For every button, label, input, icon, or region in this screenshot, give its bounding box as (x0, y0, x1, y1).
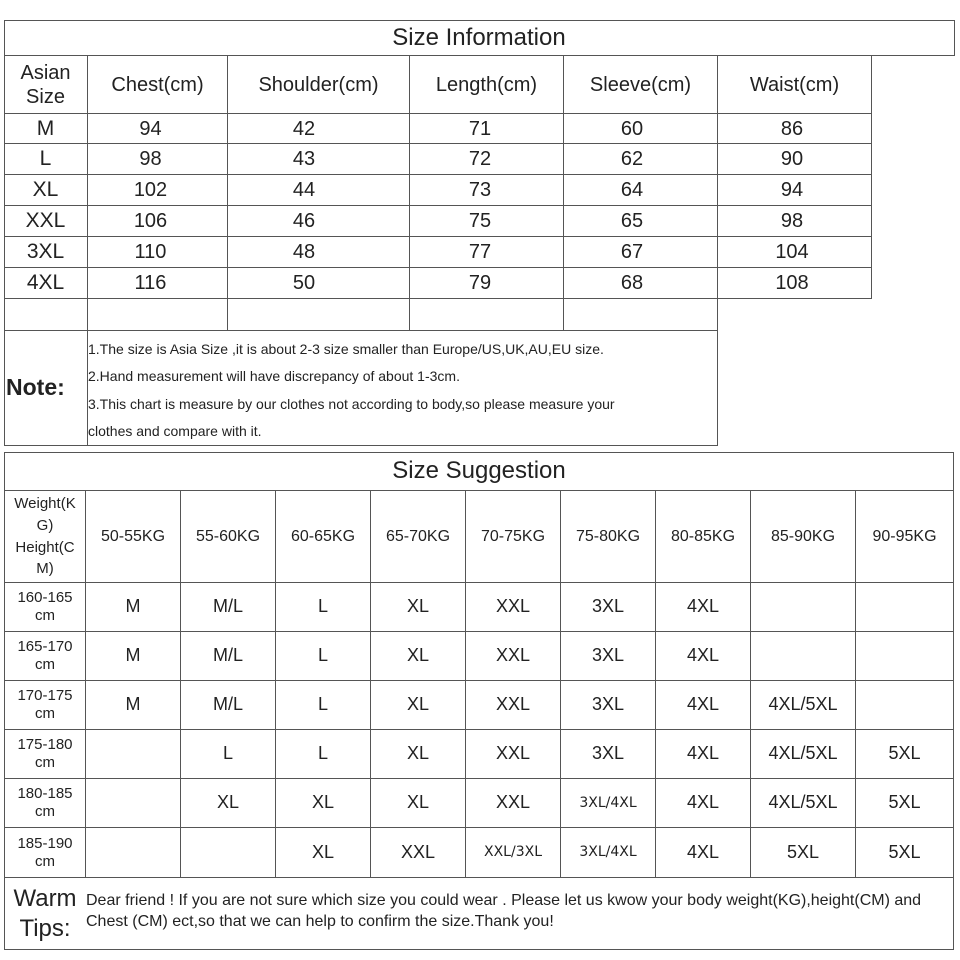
weight-header: 85-90KG (770, 527, 836, 545)
length-value: 73 (468, 179, 492, 201)
size-cell: 5XL (888, 743, 921, 764)
size-cell: 3XL/4XL (579, 794, 637, 811)
size-cell: XL (406, 792, 430, 813)
size-label: 3XL (26, 240, 65, 264)
size-cell: 3XL (591, 645, 625, 666)
height-label (5, 779, 85, 827)
height-label (5, 828, 85, 877)
size-cell: XL (311, 841, 335, 862)
sleeve-value: 67 (620, 241, 644, 263)
height-range: 175-180 (17, 736, 73, 753)
note-line-4: clothes and compare with it. (88, 422, 262, 439)
size-cell: M/L (212, 694, 243, 715)
sleeve-value: 68 (620, 272, 644, 294)
chest-value: 106 (133, 210, 168, 232)
size-cell: 4XL (686, 694, 720, 715)
size-cell: 4XL/5XL (768, 743, 838, 764)
size-cell: 3XL/4XL (579, 844, 637, 861)
chest-value: 102 (133, 179, 168, 201)
size-cell: 5XL (888, 841, 921, 862)
weight-header: 60-65KG (290, 527, 356, 545)
weight-header: 65-70KG (385, 527, 451, 545)
size-cell: L (317, 596, 328, 617)
height-label (5, 583, 85, 631)
warm-label-line2: Tips: (19, 914, 71, 942)
height-range: 185-190 (17, 834, 73, 852)
size-cell (181, 828, 275, 877)
size-cell (86, 779, 180, 827)
weight-header: 70-75KG (480, 527, 546, 545)
waist-value: 98 (780, 210, 804, 232)
height-label (5, 730, 85, 778)
shoulder-value: 50 (292, 272, 316, 294)
size-label: XXL (25, 209, 66, 233)
header-size-line1: Asian (20, 61, 71, 84)
chest-value: 116 (134, 272, 167, 294)
height-label (5, 681, 85, 729)
size-label: M (36, 116, 55, 140)
warm-label-line1: Warm (13, 884, 77, 912)
size-cell: 4XL/5XL (768, 792, 838, 813)
size-cell: L (317, 694, 328, 715)
size-cell: 5XL (786, 841, 820, 862)
size-label: L (39, 147, 52, 171)
size-info-title: Size Information (392, 23, 566, 51)
size-cell: L (222, 743, 233, 764)
waist-value: 108 (775, 272, 809, 294)
size-cell: 4XL (686, 743, 720, 764)
size-cell: 4XL (686, 596, 720, 617)
warm-tips-label (5, 878, 85, 949)
size-cell: XXL (495, 743, 531, 764)
size-cell: XL (406, 645, 430, 666)
shoulder-value: 43 (292, 148, 316, 170)
chest-value: 110 (134, 241, 167, 263)
waist-value: 90 (780, 148, 804, 170)
size-cell: XXL/3XL (484, 844, 542, 861)
note-line-3: 3.This chart is measure by our clothes not according to body,so please measure your (88, 395, 615, 412)
size-cell: XXL (400, 841, 436, 862)
header-sleeve: Sleeve(cm) (589, 73, 692, 96)
weight-header: 75-80KG (575, 527, 641, 545)
sleeve-value: 65 (620, 210, 644, 232)
height-unit: cm (35, 705, 55, 722)
height-label (5, 632, 85, 680)
shoulder-value: 48 (292, 241, 316, 263)
height-unit: cm (35, 607, 55, 624)
weight-header: 90-95KG (872, 527, 937, 545)
size-cell: L (317, 743, 328, 764)
height-unit: cm (35, 656, 55, 673)
size-cell: XL (311, 792, 335, 813)
size-cell (856, 583, 953, 631)
size-cell: 4XL (686, 841, 720, 862)
size-cell: XL (406, 743, 430, 764)
header-chest: Chest(cm) (111, 73, 204, 96)
shoulder-value: 46 (292, 210, 316, 232)
size-cell: XL (406, 694, 430, 715)
height-range: 180-185 (17, 785, 73, 802)
header-shoulder: Shoulder(cm) (258, 73, 379, 96)
size-cell: M (125, 596, 141, 617)
size-cell: 3XL (591, 694, 625, 715)
height-range: 165-170 (17, 638, 73, 655)
size-label: XL (32, 178, 59, 202)
waist-value: 94 (780, 179, 804, 201)
size-suggestion-title: Size Suggestion (392, 457, 566, 485)
length-value: 71 (468, 117, 492, 140)
length-value: 72 (468, 148, 492, 170)
size-cell: 5XL (888, 792, 921, 813)
size-cell: XXL (495, 645, 531, 666)
size-label: 4XL (26, 271, 65, 295)
size-cell: 3XL (591, 743, 625, 764)
size-cell: L (317, 645, 328, 666)
weight-header: 80-85KG (670, 527, 736, 545)
header-waist: Waist(cm) (749, 73, 840, 96)
header-size-line2: Size (26, 85, 65, 108)
size-cell: M (125, 645, 141, 666)
chest-value: 98 (139, 148, 162, 170)
size-cell (751, 632, 855, 680)
size-cell (86, 730, 180, 778)
size-cell: M (125, 694, 141, 715)
shoulder-value: 42 (292, 117, 316, 140)
warm-tips-text: Dear friend ! If you are not sure which size you could wear . Please let us kwow your body weight(KG),height(CM) and Chest (CM) ect,so that we can help to confirm the size.Thank you! (86, 892, 922, 931)
header-asian-size (4, 56, 87, 113)
size-cell: XXL (495, 596, 531, 617)
sleeve-value: 64 (620, 179, 644, 201)
height-range: 160-165 (17, 589, 73, 606)
height-range: 170-175 (17, 687, 73, 704)
corner-line-3: Height(C (15, 538, 75, 556)
length-value: 75 (468, 210, 492, 232)
size-cell: 4XL/5XL (768, 694, 838, 715)
size-cell: XL (216, 792, 240, 813)
size-cell: M/L (212, 596, 243, 617)
size-cell (856, 681, 953, 729)
size-cell: 4XL (686, 792, 720, 813)
size-cell: 4XL (686, 645, 720, 666)
corner-line-4: M) (36, 560, 54, 578)
note-label: Note: (6, 374, 65, 401)
size-cell: XXL (495, 792, 531, 813)
note-line-1: 1.The size is Asia Size ,it is about 2-3 size smaller than Europe/US,UK,AU,EU size. (88, 340, 604, 357)
waist-value: 86 (780, 117, 804, 140)
size-cell (86, 828, 180, 877)
waist-value: 104 (775, 241, 809, 263)
corner-header (5, 491, 85, 582)
shoulder-value: 44 (292, 179, 316, 201)
height-unit: cm (35, 852, 55, 870)
sleeve-value: 62 (620, 148, 644, 170)
weight-header: 55-60KG (195, 527, 261, 545)
height-unit: cm (35, 803, 55, 820)
chest-value: 94 (139, 117, 162, 140)
size-cell: 3XL (591, 596, 625, 617)
sleeve-value: 60 (620, 117, 644, 140)
size-cell (751, 583, 855, 631)
size-cell: XL (406, 596, 430, 617)
note-line-2: 2.Hand measurement will have discrepancy of about 1-3cm. (88, 367, 460, 384)
corner-line-1: Weight(K (14, 495, 76, 512)
size-cell: XXL (495, 694, 531, 715)
length-value: 77 (468, 241, 492, 263)
weight-header: 50-55KG (100, 527, 166, 545)
height-unit: cm (35, 754, 55, 771)
size-cell: M/L (212, 645, 243, 666)
corner-line-2: G) (36, 516, 54, 534)
header-length: Length(cm) (435, 73, 538, 96)
length-value: 79 (468, 272, 492, 294)
size-cell (856, 632, 953, 680)
